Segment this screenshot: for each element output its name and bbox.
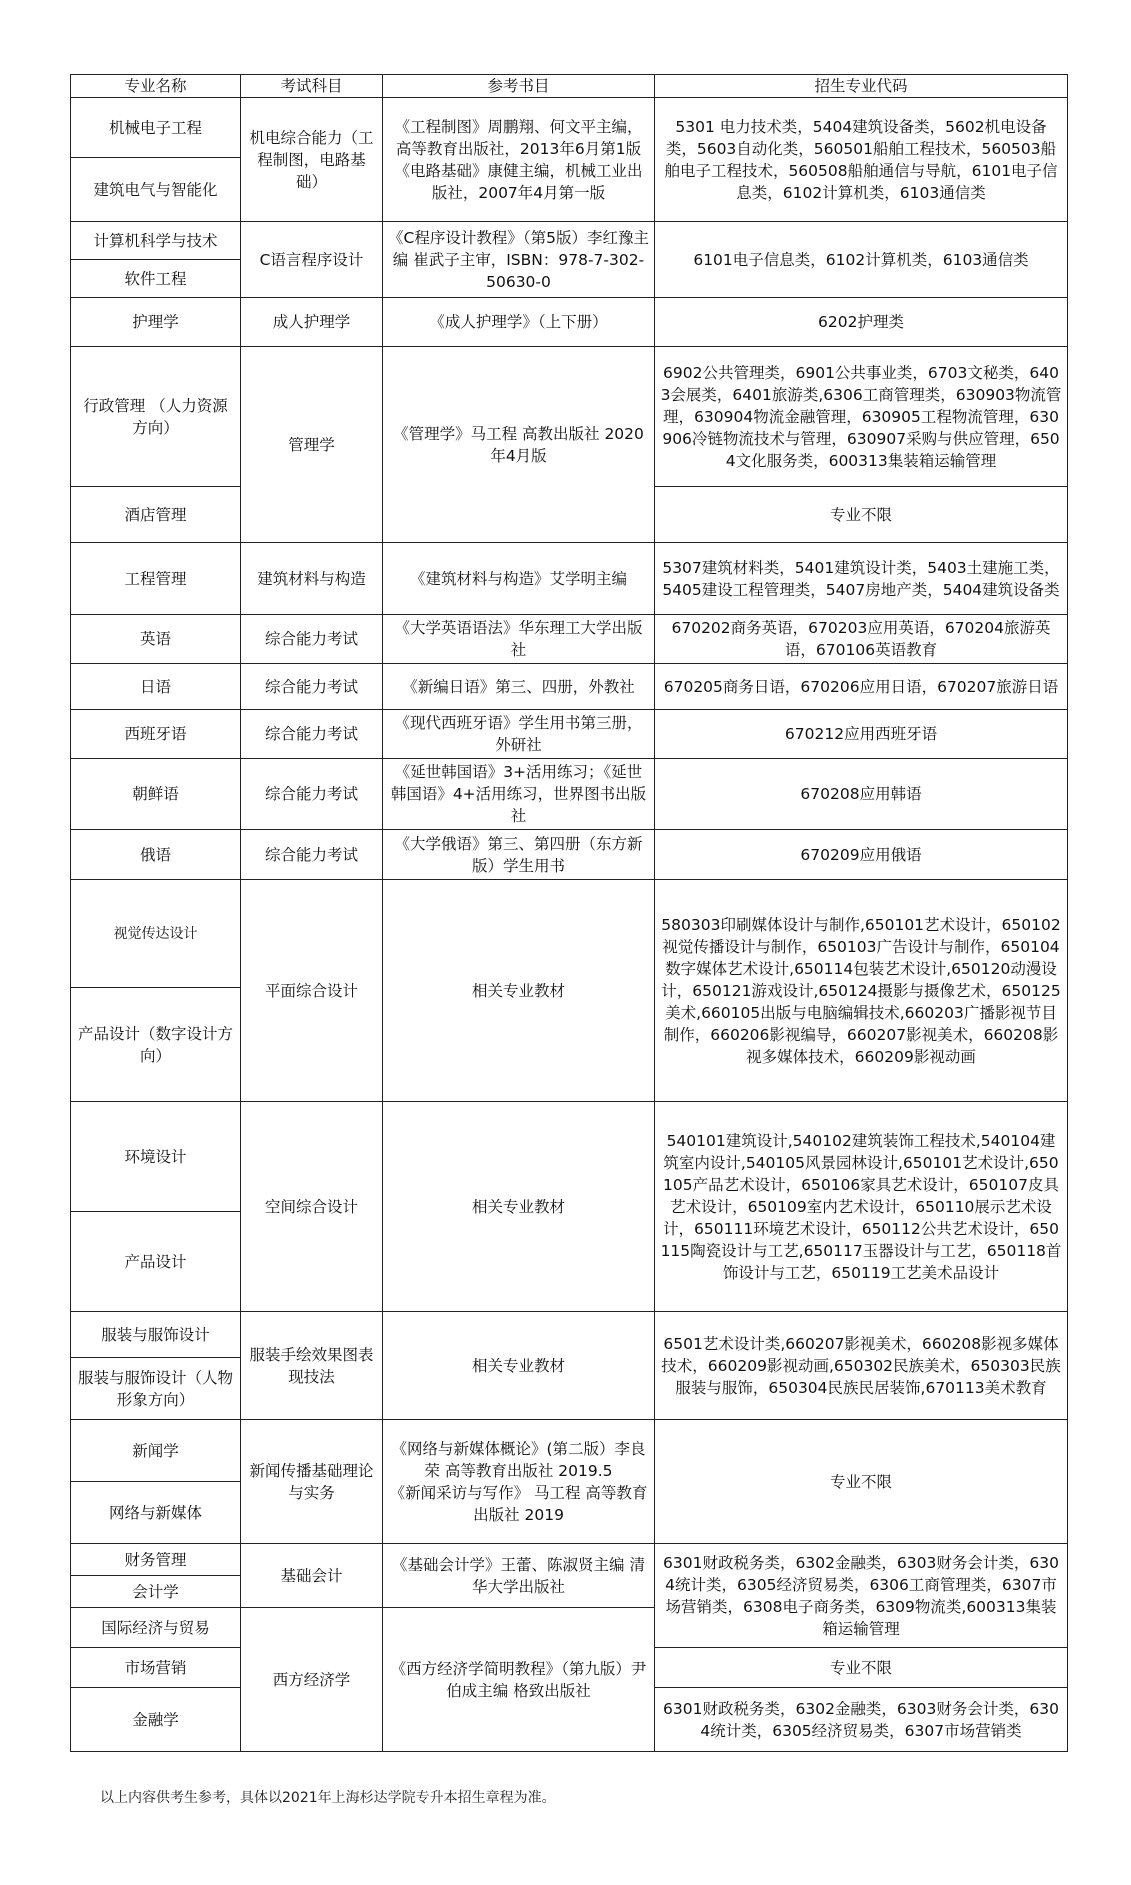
- codes-cell: 5301 电力技术类，5404建筑设备类，5602机电设备类，5603自动化类，560501船舶工程技术，560503船舶电子工程技术，560508船舶通信与导航，6101电子信息类，6102计算机类，6103通信类: [655, 98, 1068, 222]
- major-cell: 软件工程: [71, 260, 241, 298]
- table-row: [71, 347, 1068, 487]
- subject-cell: 综合能力考试: [241, 759, 383, 830]
- major-cell: 日语: [71, 664, 241, 710]
- books-cell: 《基础会计学》王蕾、陈淑贤主编 清华大学出版社: [383, 1544, 655, 1608]
- major-cell: 服装与服饰设计: [71, 1312, 241, 1358]
- books-cell: 相关专业教材: [383, 1312, 655, 1420]
- codes-cell: 670212应用西班牙语: [655, 710, 1068, 759]
- codes-cell: 670208应用韩语: [655, 759, 1068, 830]
- header-books: 参考书目: [383, 75, 655, 98]
- subject-cell: 空间综合设计: [241, 1102, 383, 1312]
- books-cell: 《成人护理学》（上下册）: [383, 298, 655, 347]
- codes-cell: 专业不限: [655, 1648, 1068, 1688]
- codes-cell: 6301财政税务类，6302金融类，6303财务会计类，6304统计类，6305经济贸易类，6306工商管理类，6307市场营销类，6308电子商务类，6309物流类,600313集装箱运输管理: [655, 1544, 1068, 1648]
- books-cell: 《管理学》马工程 高教出版社 2020年4月版: [383, 347, 655, 543]
- subject-cell: 服装手绘效果图表现技法: [241, 1312, 383, 1420]
- table-row: [71, 222, 1068, 260]
- enrollment-table: [70, 74, 1068, 1752]
- footnote: 以上内容供考生参考，具体以2021年上海杉达学院专升本招生章程为准。: [100, 1790, 556, 1806]
- table-row: [71, 1102, 1068, 1212]
- major-cell: 金融学: [71, 1688, 241, 1752]
- major-cell: 行政管理 （人力资源方向）: [71, 347, 241, 487]
- major-cell: 网络与新媒体: [71, 1482, 241, 1544]
- table-row: [71, 759, 1068, 830]
- table-row: [71, 880, 1068, 988]
- table-row: [71, 830, 1068, 880]
- codes-cell: 540101建筑设计,540102建筑装饰工程技术,540104建筑室内设计,540105风景园林设计,650101艺术设计,650105产品艺术设计，650106家具艺术设计，650107皮具艺术设计，650109室内艺术设计，650110展示艺术设计，650111环境艺术设计，650112公共艺术设计，650115陶瓷设计与工艺,650117玉器设计与工艺，650118首饰设计与工艺，650119工艺美术品设计: [655, 1102, 1068, 1312]
- codes-cell: 670205商务日语，670206应用日语，670207旅游日语: [655, 664, 1068, 710]
- codes-cell: 6101电子信息类，6102计算机类，6103通信类: [655, 222, 1068, 298]
- subject-cell: 综合能力考试: [241, 830, 383, 880]
- subject-cell: 管理学: [241, 347, 383, 543]
- codes-cell: 6902公共管理类，6901公共事业类，6703文秘类，6403会展类，6401旅游类,6306工商管理类，630903物流管理，630904物流金融管理，630905工程物流管理，630906冷链物流技术与管理，630907采购与供应管理，6504文化服务类，600313集装箱运输管理: [655, 347, 1068, 487]
- table-row: [71, 543, 1068, 615]
- codes-cell: 670209应用俄语: [655, 830, 1068, 880]
- subject-cell: 机电综合能力（工程制图，电路基础）: [241, 98, 383, 222]
- major-cell: 英语: [71, 615, 241, 664]
- subject-cell: 基础会计: [241, 1544, 383, 1608]
- books-cell: 《网络与新媒体概论》(第二版）李良荣 高等教育出版社 2019.5 《新闻采访与写作》 马工程 高等教育出版社 2019: [383, 1420, 655, 1544]
- books-cell: 《大学英语语法》华东理工大学出版社: [383, 615, 655, 664]
- table-header-row: [71, 75, 1068, 98]
- table-row: [71, 1420, 1068, 1482]
- major-cell: 护理学: [71, 298, 241, 347]
- books-cell: 相关专业教材: [383, 880, 655, 1102]
- major-cell: 市场营销: [71, 1648, 241, 1688]
- table-row: [71, 710, 1068, 759]
- table-row: [71, 1312, 1068, 1358]
- books-cell: 《现代西班牙语》学生用书第三册，外研社: [383, 710, 655, 759]
- codes-cell: 专业不限: [655, 487, 1068, 543]
- major-cell: 朝鲜语: [71, 759, 241, 830]
- table-row: [71, 664, 1068, 710]
- major-cell: 环境设计: [71, 1102, 241, 1212]
- major-cell: 新闻学: [71, 1420, 241, 1482]
- codes-cell: 670202商务英语，670203应用英语，670204旅游英语，670106英语教育: [655, 615, 1068, 664]
- books-cell: 《延世韩国语》3+活用练习；《延世韩国语》4+活用练习，世界图书出版社: [383, 759, 655, 830]
- table-row: [71, 298, 1068, 347]
- subject-cell: 成人护理学: [241, 298, 383, 347]
- books-cell: 相关专业教材: [383, 1102, 655, 1312]
- major-cell: 机械电子工程: [71, 98, 241, 158]
- header-major: 专业名称: [71, 75, 241, 98]
- subject-cell: 综合能力考试: [241, 664, 383, 710]
- major-cell: 视觉传达设计: [71, 880, 241, 988]
- books-cell: 《工程制图》周鹏翔、何文平主编，高等教育出版社，2013年6月第1版 《电路基础》康健主编，机械工业出版社，2007年4月第一版: [383, 98, 655, 222]
- table-row: [71, 615, 1068, 664]
- major-cell: 会计学: [71, 1576, 241, 1608]
- major-cell: 西班牙语: [71, 710, 241, 759]
- major-cell: 产品设计: [71, 1212, 241, 1312]
- subject-cell: 新闻传播基础理论与实务: [241, 1420, 383, 1544]
- major-cell: 产品设计（数字设计方向）: [71, 988, 241, 1102]
- books-cell: 《建筑材料与构造》艾学明主编: [383, 543, 655, 615]
- major-cell: 俄语: [71, 830, 241, 880]
- table-row: [71, 1544, 1068, 1576]
- major-cell: 计算机科学与技术: [71, 222, 241, 260]
- major-cell: 服装与服饰设计（人物形象方向）: [71, 1358, 241, 1420]
- major-cell: 酒店管理: [71, 487, 241, 543]
- major-cell: 建筑电气与智能化: [71, 158, 241, 222]
- books-cell: 《新编日语》第三、四册，外教社: [383, 664, 655, 710]
- subject-cell: C语言程序设计: [241, 222, 383, 298]
- books-cell: 《西方经济学简明教程》（第九版）尹伯成主编 格致出版社: [383, 1608, 655, 1752]
- codes-cell: 6501艺术设计类,660207影视美术，660208影视多媒体技术，660209影视动画,650302民族美术，650303民族服装与服饰，650304民族民居装饰,670113美术教育: [655, 1312, 1068, 1420]
- codes-cell: 6301财政税务类，6302金融类，6303财务会计类，6304统计类，6305经济贸易类，6307市场营销类: [655, 1688, 1068, 1752]
- codes-cell: 5307建筑材料类，5401建筑设计类，5403土建施工类，5405建设工程管理类，5407房地产类，5404建筑设备类: [655, 543, 1068, 615]
- subject-cell: 平面综合设计: [241, 880, 383, 1102]
- subject-cell: 综合能力考试: [241, 615, 383, 664]
- table-row: [71, 98, 1068, 158]
- subject-cell: 综合能力考试: [241, 710, 383, 759]
- codes-cell: 6202护理类: [655, 298, 1068, 347]
- subject-cell: 建筑材料与构造: [241, 543, 383, 615]
- subject-cell: 西方经济学: [241, 1608, 383, 1752]
- major-cell: 国际经济与贸易: [71, 1608, 241, 1648]
- header-codes: 招生专业代码: [655, 75, 1068, 98]
- major-cell: 工程管理: [71, 543, 241, 615]
- books-cell: 《大学俄语》第三、第四册（东方新版）学生用书: [383, 830, 655, 880]
- books-cell: 《C程序设计教程》（第5版）李红豫主编 崔武子主审，ISBN：978-7-302-50630-0: [383, 222, 655, 298]
- codes-cell: 专业不限: [655, 1420, 1068, 1544]
- major-cell: 财务管理: [71, 1544, 241, 1576]
- codes-cell: 580303印刷媒体设计与制作,650101艺术设计，650102视觉传播设计与制作，650103广告设计与制作，650104数字媒体艺术设计,650114包装艺术设计,650120动漫设计，650121游戏设计,650124摄影与摄像艺术，650125美术,660105出版与电脑编辑技术,660203广播影视节目制作，660206影视编导，660207影视美术，660208影视多媒体技术，660209影视动画: [655, 880, 1068, 1102]
- header-subject: 考试科目: [241, 75, 383, 98]
